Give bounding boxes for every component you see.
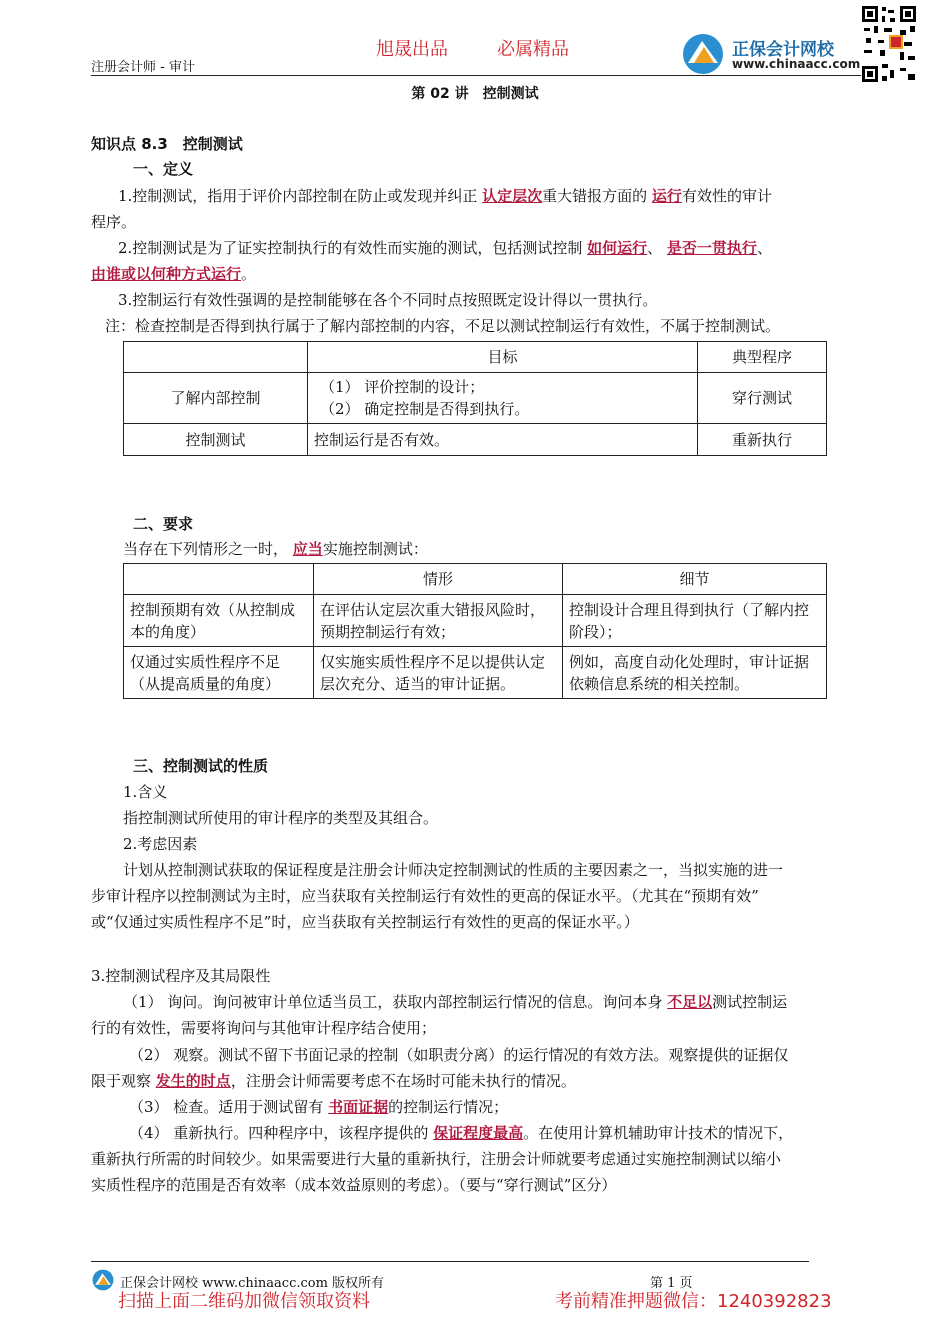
keyword-operation: 运行: [651, 187, 682, 205]
slogan-left: 旭晟出品: [376, 39, 448, 60]
item-inspection: （3） 检查。适用于测试留有 书面证据的控制运行情况；: [129, 1098, 509, 1116]
slogan-right: 必属精品: [497, 39, 569, 60]
table-cell: 控制设计合理且得到执行（了解内控阶段）；: [563, 595, 827, 647]
table-row: [124, 647, 827, 699]
table-cell: 了解内部控制: [124, 373, 308, 424]
logo-url: www.chinaacc.com: [732, 57, 861, 71]
table-row: [124, 595, 827, 647]
keyword-highest-assurance: 保证程度最高: [433, 1124, 524, 1142]
logo-name: 正保会计网校: [732, 40, 834, 60]
table-cell: 重新执行: [698, 424, 827, 456]
lecture-title: 第 02 讲 控制测试: [411, 86, 539, 102]
kp-title: 知识点 8.3 控制测试: [91, 135, 243, 153]
sec2-intro: 当存在下列情形之一时， 应当实施控制测试：: [123, 540, 428, 558]
keyword-insufficient: 不足以: [667, 993, 713, 1011]
item-inquiry-cont: 行的有效性，需要将询问与其他审计程序结合使用；: [91, 1019, 437, 1037]
sec1-p2-cont: 由谁或以何种方式运行。: [91, 265, 257, 283]
keyword-how-operate: 如何运行: [587, 239, 648, 257]
keyword-time-point: 发生的时点: [155, 1072, 231, 1090]
header-divider: [91, 75, 861, 76]
sec1-title: 一、定义: [133, 160, 194, 178]
sec2-title: 二、要求: [133, 515, 194, 533]
sec3-sub2-line1: 计划从控制测试获取的保证程度是注册会计师决定控制测试的性质的主要因素之一，当拟实施的进一: [123, 861, 784, 879]
keyword-written-evidence: 书面证据: [328, 1098, 389, 1116]
sec1-p1: 1.控制测试，指用于评价内部控制在防止或发现并纠正 认定层次重大错报方面的 运行有效性的审计: [118, 187, 772, 205]
table-row: [124, 373, 827, 424]
qr-code-icon: [860, 4, 916, 60]
sec3-sub2: 2.考虑因素: [123, 835, 198, 853]
table-cell: 在评估认定层次重大错报风险时，预期控制运行有效；: [314, 595, 563, 647]
table-header-cell: 情形: [314, 564, 563, 595]
table-cell: 控制运行是否有效。: [308, 424, 698, 456]
item-reperformance-cont2: 实质性程序的范围是否有效率（成本效益原则的考虑）。（要与“穿行测试”区分）: [91, 1176, 617, 1194]
table-cell: 穿行测试: [698, 373, 827, 424]
footer-page-number: 第 1 页: [650, 1276, 693, 1291]
table-header-cell: [124, 342, 308, 373]
table-objectives: [123, 341, 827, 456]
table-header-cell: [124, 564, 314, 595]
table-header-cell: 细节: [563, 564, 827, 595]
table-cell: 仅实施实质性程序不足以提供认定层次充分、适当的审计证据。: [314, 647, 563, 699]
sec1-note: 注：检查控制是否得到执行属于了解内部控制的内容，不足以测试控制运行有效性，不属于控制测试。: [105, 317, 781, 335]
table-cell: （1） 评价控制的设计； （2） 确定控制是否得到执行。: [308, 373, 698, 424]
sec3-sub3: 3.控制测试程序及其局限性: [91, 967, 271, 985]
keyword-should: 应当: [292, 540, 323, 558]
footer-copyright: 正保会计网校 www.chinaacc.com 版权所有: [120, 1276, 385, 1291]
item-observation-cont: 限于观察 发生的时点，注册会计师需要考虑不在场时可能未执行的情况。: [91, 1072, 576, 1090]
keyword-consistency: 是否一贯执行: [666, 239, 757, 257]
table-header-cell: 典型程序: [698, 342, 827, 373]
sec1-p3: 3.控制运行有效性强调的是控制能够在各个不同时点按照既定设计得以一贯执行。: [118, 291, 658, 309]
footer-promo-right: 考前精准押题微信：1240392823: [555, 1291, 832, 1312]
sec3-sub2-line3: 或“仅通过实质性程序不足”时，应当获取有关控制运行有效性的更高的保证水平。）: [91, 913, 639, 931]
table-requirements: [123, 563, 827, 699]
sec1-p1-cont: 程序。: [91, 213, 137, 231]
table-cell: 控制测试: [124, 424, 308, 456]
table-row: [124, 424, 827, 456]
table-cell: 仅通过实质性程序不足（从提高质量的角度）: [124, 647, 314, 699]
footer-promo-left: 扫描上面二维码加微信领取资料: [118, 1291, 370, 1312]
item-reperformance: （4） 重新执行。四种程序中，该程序提供的 保证程度最高。在使用计算机辅助审计技术的情况下，: [129, 1124, 794, 1142]
sec3-sub2-line2: 步审计程序以控制测试为主时，应当获取有关控制运行有效性的更高的保证水平。（尤其在“预期有效”: [91, 887, 759, 905]
footer-logo-icon: [91, 1269, 115, 1295]
table-header-cell: 目标: [308, 342, 698, 373]
sec3-sub1: 1.含义: [123, 783, 168, 801]
sec3-sub1-text: 指控制测试所使用的审计程序的类型及其组合。: [123, 809, 439, 827]
table-cell: 例如，高度自动化处理时，审计证据依赖信息系统的相关控制。: [563, 647, 827, 699]
sec3-title: 三、控制测试的性质: [133, 757, 269, 775]
footer-divider: [91, 1261, 809, 1262]
logo-icon: [680, 33, 726, 79]
table-cell: 控制预期有效（从控制成本的角度）: [124, 595, 314, 647]
keyword-assertion-level: 认定层次: [482, 187, 543, 205]
sec1-p2: 2.控制测试是为了证实控制执行的有效性而实施的测试，包括测试控制 如何运行、 是否一贯执行、: [118, 239, 772, 257]
item-observation: （2） 观察。测试不留下书面记录的控制（如职责分离）的运行情况的有效方法。观察提供的证据仅: [129, 1046, 789, 1064]
table-header-row: [124, 342, 827, 373]
item-reperformance-cont1: 重新执行所需的时间较少。如果需要进行大量的重新执行，注册会计师就要考虑通过实施控制测试以缩小: [91, 1150, 782, 1168]
item-inquiry: （1） 询问。询问被审计单位适当员工，获取内部控制运行情况的信息。询问本身 不足以测试控制运: [123, 993, 788, 1011]
keyword-by-whom: 由谁或以何种方式运行: [91, 265, 242, 283]
course-name: 注册会计师 - 审计: [91, 60, 195, 75]
table-header-row: [124, 564, 827, 595]
